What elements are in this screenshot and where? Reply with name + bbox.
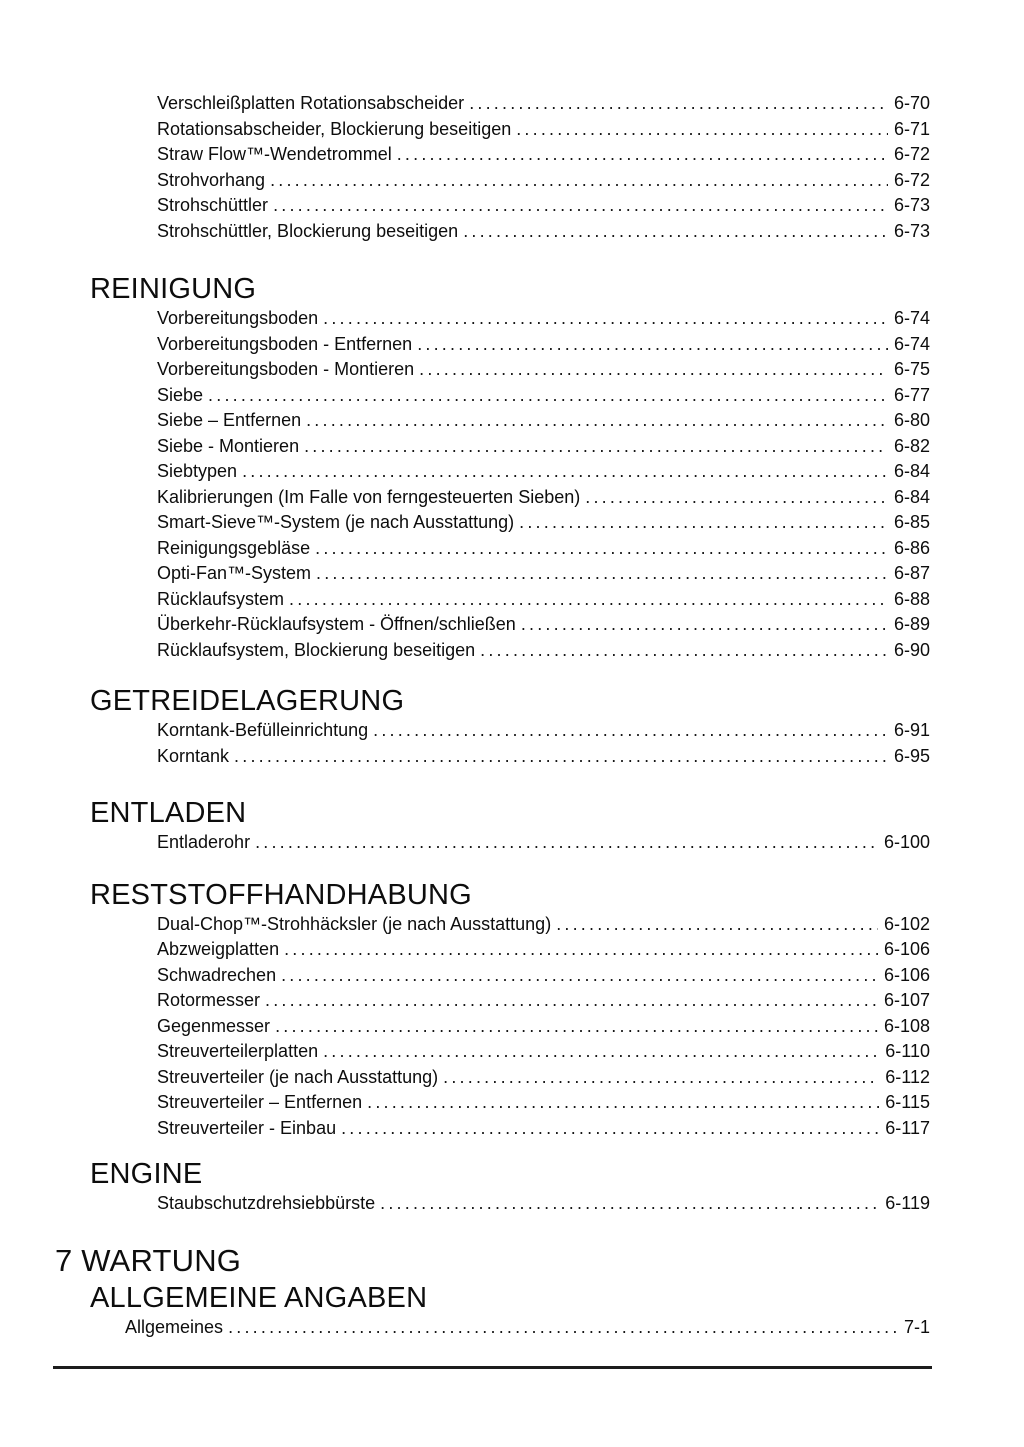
chapter-heading: 7 WARTUNG	[55, 1242, 242, 1278]
toc-entry-title: Streuverteiler - Einbau	[157, 1117, 337, 1138]
toc-entry	[157, 830, 930, 856]
toc-section-reststoffhandhabung	[0, 878, 1024, 1142]
dot-leader	[514, 117, 888, 143]
toc-entry	[157, 718, 930, 744]
dot-leader	[287, 587, 888, 613]
toc-entry-title: Opti-Fan™-System	[157, 563, 312, 583]
dot-leader	[378, 1191, 879, 1217]
toc-entry-page: 6-84	[893, 461, 930, 481]
toc-entry-page: 6-90	[893, 639, 930, 660]
toc-entry-title: Allgemeines	[125, 1316, 224, 1337]
toc-entry-page: 6-108	[883, 1015, 930, 1036]
toc-entry-page: 6-89	[893, 614, 930, 634]
toc-entry-title: Siebe - Montieren	[157, 435, 300, 456]
toc-entry-title: Gegenmesser	[157, 1015, 271, 1036]
toc-entry-title: Streuverteiler – Entfernen	[157, 1092, 363, 1112]
toc-entry-title: Überkehr-Rücklaufsystem - Öffnen/schließen	[157, 614, 516, 634]
toc-entry-title: Strohschüttler, Blockierung beseitigen	[157, 220, 459, 241]
footer-rule	[53, 1366, 932, 1369]
toc-entry-page: 6-100	[883, 832, 930, 852]
dot-leader	[321, 306, 888, 332]
dot-leader	[226, 1315, 898, 1341]
toc-entry-page: 6-91	[893, 720, 930, 740]
dot-leader	[282, 937, 878, 963]
toc-entry-page: 6-74	[893, 308, 930, 328]
dot-leader	[206, 383, 888, 409]
toc-entry-page: 6-75	[893, 359, 930, 379]
dot-leader	[554, 912, 878, 938]
toc-entry-title: Entladerohr	[157, 832, 251, 852]
dot-leader	[263, 988, 878, 1014]
toc-entry-title: Dual-Chop™-Strohhäcksler (je nach Ausstattung)	[157, 913, 552, 934]
toc-entry	[157, 638, 930, 664]
toc-entry-page: 6-107	[883, 990, 930, 1010]
dot-leader	[321, 1039, 879, 1065]
toc-entry-title: Siebtypen	[157, 461, 238, 481]
dot-leader	[583, 485, 888, 511]
toc-entry-title: Rotormesser	[157, 990, 261, 1010]
dot-leader	[279, 963, 878, 989]
toc-entry-title: Kalibrierungen (Im Falle von ferngesteuerten Sieben)	[157, 486, 581, 507]
toc-entry-page: 6-71	[893, 118, 930, 139]
toc-entry-page: 6-73	[893, 195, 930, 215]
dot-leader	[415, 332, 888, 358]
toc-entry	[157, 408, 930, 434]
toc-entry-page: 6-112	[885, 1066, 930, 1087]
section-heading: REINIGUNG	[90, 273, 257, 305]
toc-entry	[157, 937, 930, 963]
toc-entry-page: 6-95	[893, 745, 930, 766]
toc-entry-title: Schwadrechen	[157, 964, 277, 985]
toc-entry	[157, 988, 930, 1014]
section-heading: RESTSTOFFHANDHABUNG	[90, 878, 472, 911]
toc-entry	[157, 332, 930, 358]
toc-entry	[125, 1315, 930, 1341]
toc-entry	[157, 1065, 930, 1091]
dot-leader	[371, 718, 888, 744]
dot-leader	[273, 1014, 878, 1040]
toc-entry-page: 6-82	[893, 435, 930, 456]
toc-entry-title: Staubschutzdrehsiebbürste	[157, 1193, 376, 1213]
dot-leader	[461, 219, 888, 245]
toc-entry-title: Streuverteiler (je nach Ausstattung)	[157, 1066, 439, 1087]
toc-entry-page: 6-110	[885, 1041, 930, 1061]
toc-entry	[157, 383, 930, 409]
toc-entry-page: 6-74	[893, 333, 930, 354]
toc-entry	[157, 434, 930, 460]
dot-leader	[268, 168, 888, 194]
toc-section-entladen	[0, 796, 1024, 856]
toc-entry-page: 6-106	[883, 939, 930, 959]
toc-entry	[157, 510, 930, 536]
toc-entry	[157, 744, 930, 770]
toc-entry-title: Vorbereitungsboden - Entfernen	[157, 333, 413, 354]
toc-entry	[157, 1014, 930, 1040]
toc-entry	[157, 612, 930, 638]
toc-entry	[157, 1191, 930, 1217]
toc-entry-page: 6-70	[893, 93, 930, 113]
toc-section-continuation	[0, 91, 1024, 244]
dot-leader	[240, 459, 888, 485]
toc-entry	[157, 587, 930, 613]
toc-entry-title: Abzweigplatten	[157, 939, 280, 959]
dot-leader	[339, 1116, 879, 1142]
toc-entry-page: 6-88	[893, 588, 930, 609]
dot-leader	[441, 1065, 879, 1091]
section-heading: GETREIDELAGERUNG	[90, 685, 405, 717]
toc-entry-title: Korntank-Befülleinrichtung	[157, 720, 369, 740]
toc-entry-page: 6-117	[885, 1117, 930, 1138]
toc-entry-title: Siebe	[157, 384, 204, 405]
toc-entry-title: Korntank	[157, 745, 230, 766]
toc-entry-title: Vorbereitungsboden	[157, 308, 319, 328]
toc-entry-page: 6-73	[893, 220, 930, 241]
toc-section-getreidelagerung	[0, 684, 1024, 769]
toc-entry-page: 6-119	[885, 1193, 930, 1213]
toc-entry-page: 6-85	[893, 512, 930, 532]
section-heading: ENTLADEN	[90, 797, 247, 829]
toc-entry	[157, 1039, 930, 1065]
toc-entry-title: Streuverteilerplatten	[157, 1041, 319, 1061]
toc-chapter-wartung	[0, 1243, 1024, 1341]
toc-entry-title: Vorbereitungsboden - Montieren	[157, 359, 415, 379]
dot-leader	[417, 357, 888, 383]
toc-entry	[157, 168, 930, 194]
toc-entry	[157, 536, 930, 562]
dot-leader	[519, 612, 888, 638]
toc-entry-title: Verschleißplatten Rotationsabscheider	[157, 93, 465, 113]
toc-entry-page: 6-72	[893, 144, 930, 164]
dot-leader	[271, 193, 888, 219]
toc-entry	[157, 193, 930, 219]
toc-entry-page: 6-87	[893, 563, 930, 583]
toc-entry	[157, 357, 930, 383]
toc-entry-title: Rücklaufsystem, Blockierung beseitigen	[157, 639, 476, 660]
dot-leader	[304, 408, 888, 434]
section-heading: ENGINE	[90, 1158, 203, 1190]
toc-entry-title: Strohvorhang	[157, 169, 266, 190]
toc-entry	[157, 561, 930, 587]
toc-entry-title: Siebe – Entfernen	[157, 410, 302, 430]
toc-entry-page: 6-72	[893, 169, 930, 190]
toc-entry-page: 7-1	[903, 1316, 930, 1337]
toc-entry	[157, 963, 930, 989]
toc-entry-page: 6-77	[893, 384, 930, 405]
dot-leader	[467, 91, 888, 117]
dot-leader	[314, 561, 888, 587]
toc-entry	[157, 142, 930, 168]
toc-entry-page: 6-115	[885, 1092, 930, 1112]
toc-entry-title: Straw Flow™-Wendetrommel	[157, 144, 392, 164]
toc-entry	[157, 219, 930, 245]
toc-entry	[157, 485, 930, 511]
toc-section-engine	[0, 1157, 1024, 1217]
toc-entry	[157, 306, 930, 332]
toc-entry-page: 6-80	[893, 410, 930, 430]
dot-leader	[478, 638, 888, 664]
toc-entry-title: Rücklaufsystem	[157, 588, 285, 609]
dot-leader	[313, 536, 888, 562]
toc-entry-page: 6-84	[893, 486, 930, 507]
dot-leader	[395, 142, 888, 168]
toc-entry	[157, 1090, 930, 1116]
dot-leader	[302, 434, 888, 460]
dot-leader	[253, 830, 878, 856]
toc-entry	[157, 912, 930, 938]
toc-entry-title: Rotationsabscheider, Blockierung beseitigen	[157, 118, 512, 139]
dot-leader	[517, 510, 888, 536]
dot-leader	[365, 1090, 879, 1116]
toc-entry-page: 6-86	[893, 537, 930, 558]
toc-entry	[157, 459, 930, 485]
toc-entry	[157, 117, 930, 143]
toc-entry-page: 6-106	[883, 964, 930, 985]
toc-entry-title: Smart-Sieve™-System (je nach Ausstattung)	[157, 512, 515, 532]
toc-entry	[157, 1116, 930, 1142]
dot-leader	[232, 744, 888, 770]
toc-section-reinigung	[0, 272, 1024, 663]
toc-entry-page: 6-102	[883, 913, 930, 934]
toc-entry-title: Reinigungsgebläse	[157, 537, 311, 558]
toc-entry-title: Strohschüttler	[157, 195, 269, 215]
toc-entry	[157, 91, 930, 117]
section-heading: ALLGEMEINE ANGABEN	[90, 1281, 428, 1314]
